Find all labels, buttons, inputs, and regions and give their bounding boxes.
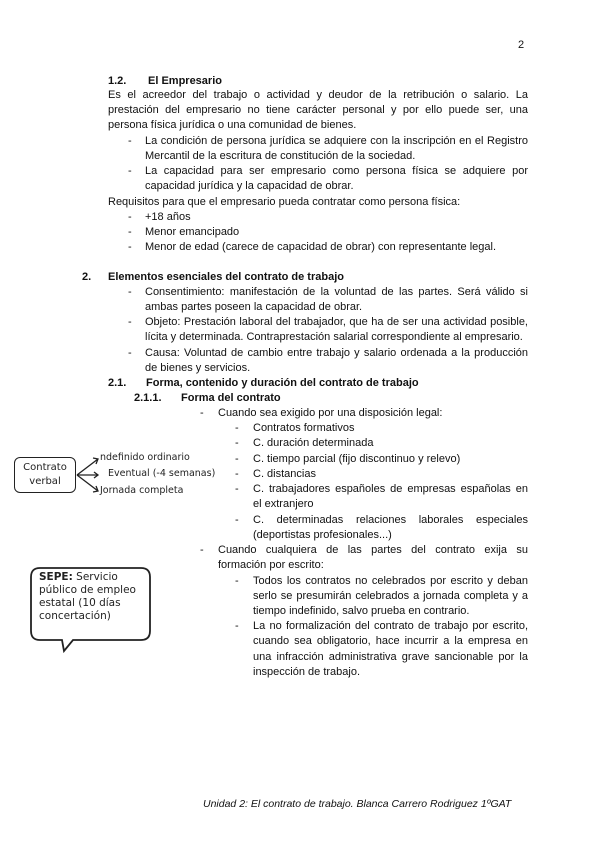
bullet-text: Consentimiento: manifestación de la voluntad de las partes. Será válido si (145, 286, 528, 298)
requirements-intro: Requisitos para que el empresario pueda contratar como persona física: (108, 196, 461, 208)
bullet-dash: - (128, 316, 132, 328)
bullet-text: C. trabajadores españoles de empresas españolas en (253, 483, 528, 495)
bullet-dash: - (200, 544, 204, 556)
bullet-text: Contratos formativos (253, 422, 355, 434)
contrato-verbal-note (12, 452, 217, 505)
bullet-text: ambas partes poseen la capacidad de obrar. (145, 301, 363, 313)
paragraph-line: persona física jurídica o una comunidad de bienes. (108, 119, 357, 131)
section-number: 1.2. (108, 75, 127, 87)
bullet-dash: - (128, 135, 132, 147)
bullet-dash: - (235, 575, 239, 587)
bullet-dash: - (235, 620, 239, 632)
bullet-dash: - (128, 347, 132, 359)
bullet-text: lícita y determinada. Contraprestación salarial correspondiente al empresario. (145, 331, 523, 343)
bullet-text: +18 años (145, 211, 191, 223)
bullet-text: C. determinadas relaciones laborales especiales (253, 514, 528, 526)
section-number: 2.1.1. (134, 392, 162, 404)
contrato-verbal-label: Contrato verbal (23, 462, 67, 487)
sepe-text (39, 571, 147, 623)
contrato-verbal-item: Eventual (-4 semanas) (108, 468, 216, 479)
bullet-text: cuando sea obligatorio, hace incurrir a la empresa en (253, 635, 528, 647)
bullet-text: Causa: Voluntad de cambio entre trabajo y salario ordenada a la producción (145, 347, 528, 359)
bullet-dash: - (235, 453, 239, 465)
bullet-text: Todos los contratos no celebrados por escrito y deban (253, 575, 528, 587)
bullet-text: serlo se presumirán celebrados a jornada completa y a (253, 590, 528, 602)
bullet-text: Cuando cualquiera de las partes del contrato exija su (218, 544, 528, 556)
bullet-text: capacidad jurídica y la capacidad de obrar. (145, 180, 354, 192)
bullet-text: Menor emancipado (145, 226, 240, 238)
branch-arrows (76, 455, 100, 499)
bullet-text: La no formalización del contrato de trabajo por escrito, (253, 620, 528, 632)
bullet-text: C. tiempo parcial (fijo discontinuo y relevo) (253, 453, 461, 465)
bullet-text: La capacidad para ser empresario como persona física se adquiere por (145, 165, 528, 177)
bullet-dash: - (128, 165, 132, 177)
bullet-dash: - (128, 286, 132, 298)
bullet-text: una infracción administrativa grave sancionable por la (253, 651, 528, 663)
bullet-text: el extranjero (253, 498, 314, 510)
bullet-text: tiempo indefinido, salvo prueba en contrario. (253, 605, 470, 617)
bullet-dash: - (128, 226, 132, 238)
section-number: 2. (82, 271, 92, 283)
bullet-dash: - (128, 241, 132, 253)
bullet-text: Menor de edad (carece de capacidad de obrar) con representante legal. (145, 241, 497, 253)
sepe-description: Servicio público de empleo estatal (10 días concertación) (39, 571, 136, 622)
bullet-dash: - (235, 514, 239, 526)
bullet-dash: - (235, 437, 239, 449)
bullet-text: Cuando sea exigido por una disposición legal: (218, 407, 443, 419)
paragraph-line: Es el acreedor del trabajo o actividad y deudor de la retribución o salario. La (108, 89, 528, 101)
bullet-text: inspección de trabajo. (253, 666, 361, 678)
bullet-text: C. distancias (253, 468, 316, 480)
section-title: Forma del contrato (181, 392, 281, 404)
section-title: Elementos esenciales del contrato de trabajo (108, 271, 344, 283)
section-title: El Empresario (148, 75, 222, 87)
sepe-note (28, 565, 153, 655)
bullet-text: La condición de persona jurídica se adquiere con la inscripción en el Registro (145, 135, 528, 147)
bullet-dash: - (235, 483, 239, 495)
contrato-verbal-item: Jornada completa (100, 485, 184, 496)
contrato-verbal-box (14, 457, 76, 493)
contrato-verbal-item: ndefinido ordinario (100, 452, 190, 463)
bullet-text: Mercantil de la escritura de constitución de la sociedad. (145, 150, 416, 162)
bullet-text: formación por escrito: (218, 559, 324, 571)
bullet-dash: - (128, 211, 132, 223)
paragraph-line: prestación del empresario no tiene carácter personal y por ello puede ser, una (108, 104, 528, 116)
bullet-dash: - (235, 422, 239, 434)
section-number: 2.1. (108, 377, 127, 389)
bullet-text: de bienes y servicios. (145, 362, 251, 374)
bullet-dash: - (235, 468, 239, 480)
section-title: Forma, contenido y duración del contrato de trabajo (146, 377, 419, 389)
page-number: 2 (518, 39, 525, 51)
bullet-text: (deportistas profesionales...) (253, 529, 392, 541)
bullet-text: C. duración determinada (253, 437, 374, 449)
bullet-text: Objeto: Prestación laboral del trabajador, que ha de ser una actividad posible, (145, 316, 528, 328)
bullet-dash: - (200, 407, 204, 419)
sepe-label: SEPE: (39, 571, 73, 583)
footer: Unidad 2: El contrato de trabajo. Blanca Carrero Rodriguez 1ºGAT (203, 798, 512, 810)
